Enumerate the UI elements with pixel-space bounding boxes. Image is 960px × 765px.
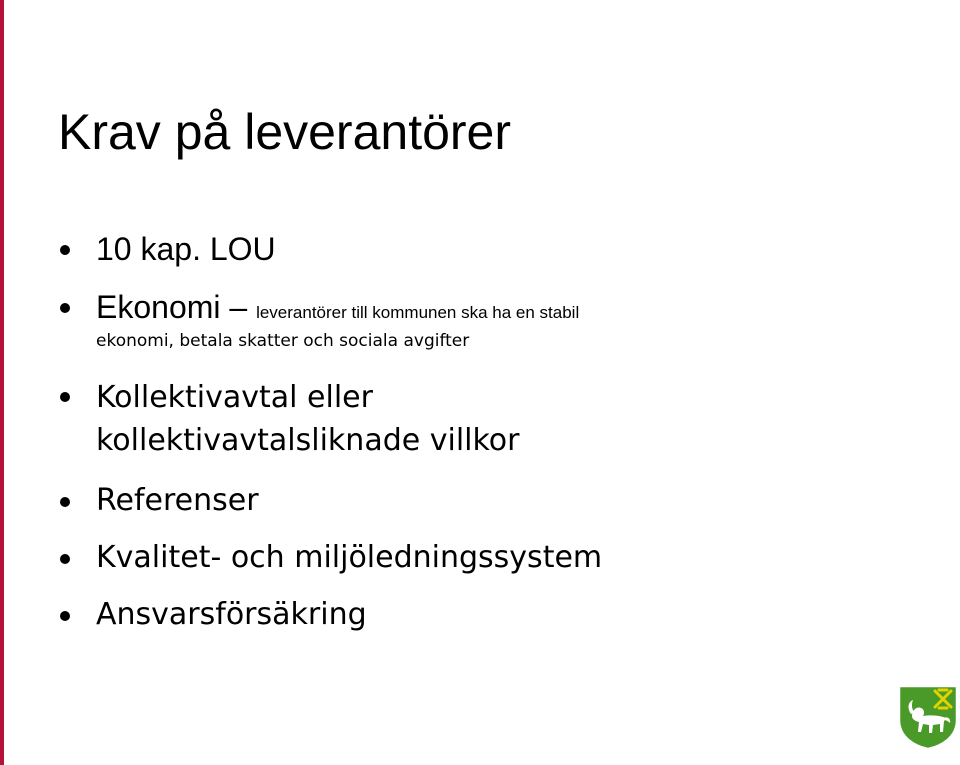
bullet-text: Kollektivavtal eller kollektivavtalsliknade villkor xyxy=(96,380,520,458)
bullet-text: Kvalitet- och miljöledningssystem xyxy=(96,540,603,575)
accent-bar xyxy=(0,0,4,765)
page-title: Krav på leverantörer xyxy=(58,104,512,160)
municipal-coat-of-arms-icon xyxy=(899,686,957,748)
bullet-dot-icon xyxy=(60,392,70,402)
bullet-item-referenser xyxy=(60,481,920,521)
bullet-heading: Ekonomi – xyxy=(96,289,257,325)
bullet-text: Referenser xyxy=(96,483,259,518)
bullet-item-kollektivavtal xyxy=(60,376,920,462)
bullet-dot-icon xyxy=(60,245,70,255)
bullet-text: Ansvarsförsäkring xyxy=(96,597,367,632)
bullet-text-block xyxy=(96,288,579,353)
bullet-detail: leverantörer till kommunen ska ha en stabil xyxy=(256,303,580,322)
bullet-dot-icon xyxy=(60,611,70,621)
bullet-dot-icon xyxy=(60,554,70,564)
bullet-item-lou xyxy=(60,230,920,268)
bullet-item-ansvarsforsakring xyxy=(60,595,920,635)
bullet-dot-icon xyxy=(60,497,70,507)
bullet-item-kvalitet xyxy=(60,538,920,578)
bullet-dot-icon xyxy=(60,303,70,313)
bullet-detail-continuation: ekonomi, betala skatter och sociala avgifter xyxy=(96,331,470,351)
bullet-text: 10 kap. LOU xyxy=(96,231,276,267)
bullet-item-ekonomi xyxy=(60,288,920,353)
